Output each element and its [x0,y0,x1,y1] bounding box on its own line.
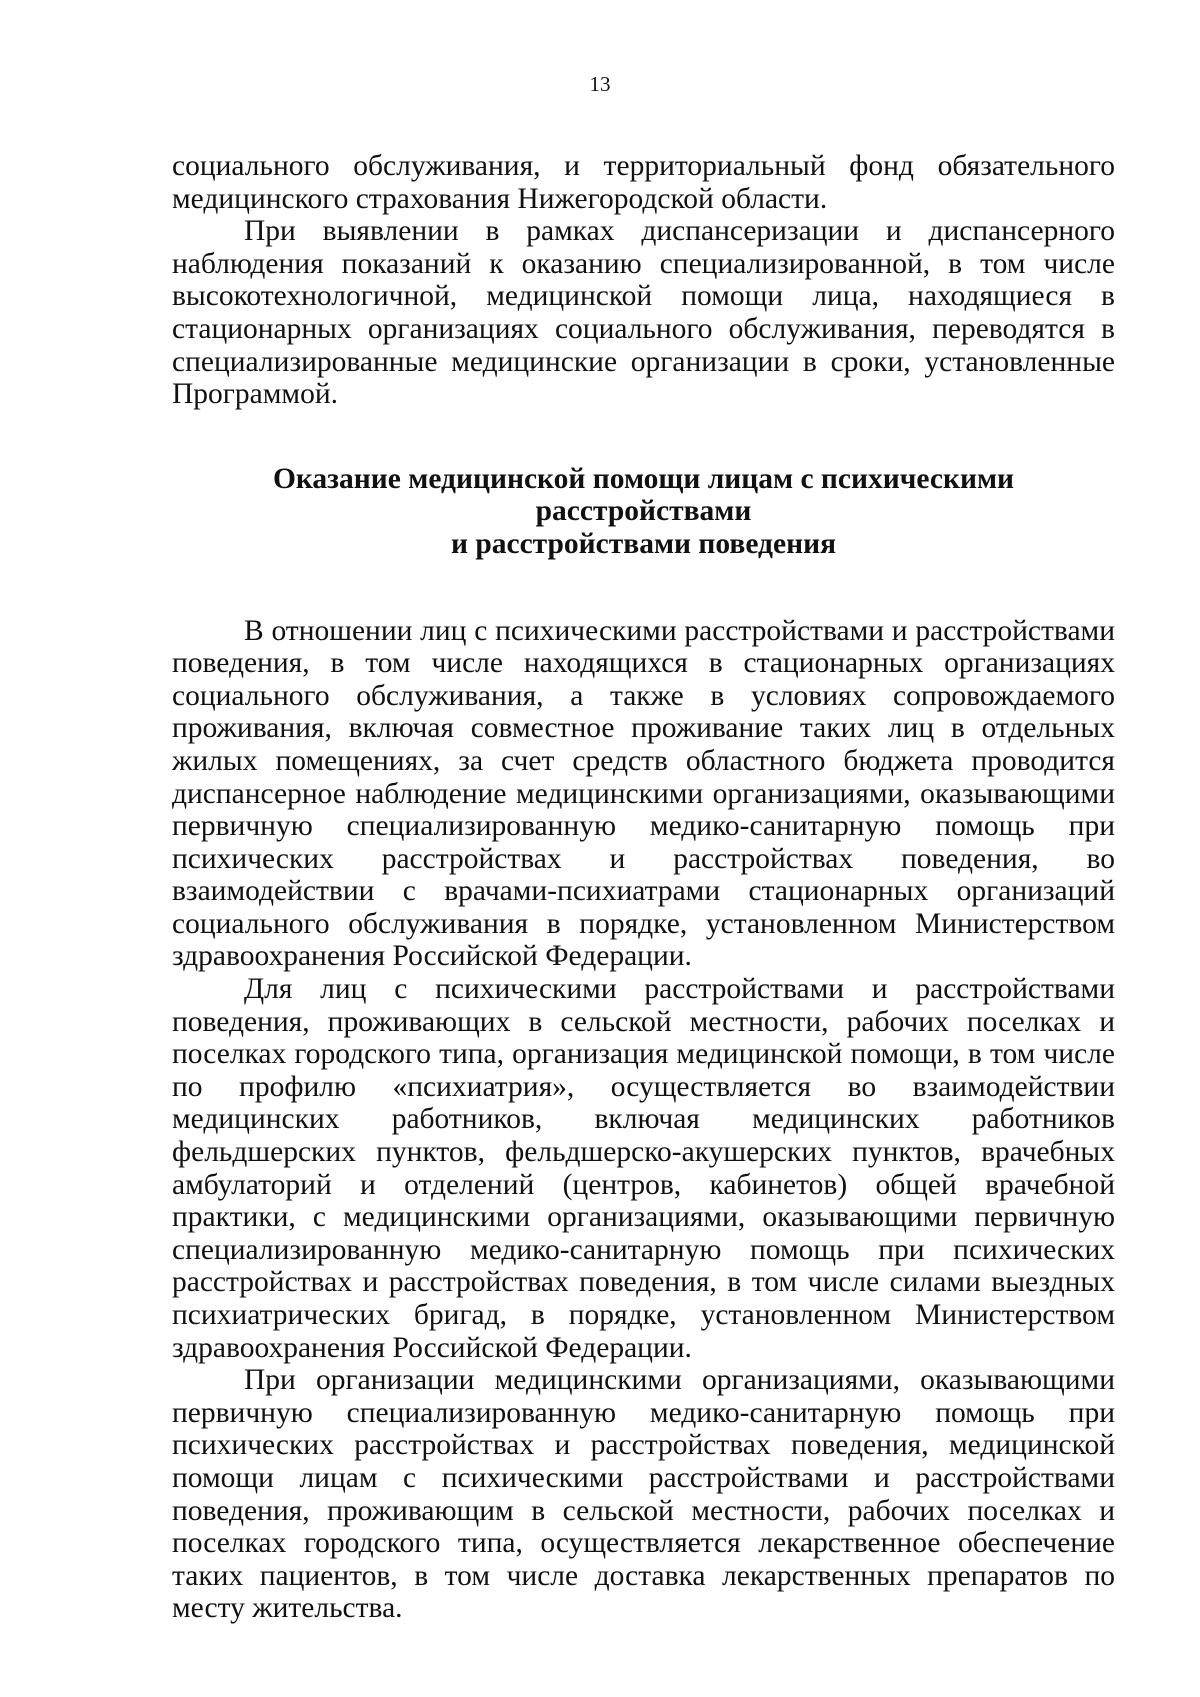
section-heading [172,411,1115,615]
paragraph-transfer: При выявлении в рамках диспансеризации и диспансерного наблюдения показаний к оказанию специализированной, в том числе высокотехнологичной, медицинской помощи лица, находящиеся в стационарных организациях социального обслуживания, переводятся в специализированные медицинские организации в сроки, установленные Программой. [172,215,1115,411]
section-heading-line-2: и расстройствами поведения [450,527,837,560]
paragraph-drug-provision: При организации медицинскими организациями, оказывающими первичную специализированную медико-санитарную помощь при психических расстройствах и расстройствах поведения, медицинской помощи лицам с психическими расстройствами и расстройствами поведения, проживающим в сельской местности, рабочих поселках и поселках городского типа, осуществляется лекарственное обеспечение таких пациентов, в том числе доставка лекарственных препаратов по месту жительства. [172,1364,1115,1625]
page-number: 13 [589,72,611,96]
paragraph-continuation: социального обслуживания, и территориальный фонд обязательного медицинского страхования Нижегородской области. [172,150,1115,215]
section-heading-line-1: Оказание медицинской помощи лицам с психическими расстройствами [272,462,1015,528]
document-body [172,150,1115,1625]
paragraph-dispensary-observation: В отношении лиц с психическими расстройствами и расстройствами поведения, в том числе находящихся в стационарных организациях социального обслуживания, а также в условиях сопровождаемого проживания, включая совместное проживание таких лиц в отдельных жилых помещениях, за счет средств областного бюджета проводится диспансерное наблюдение медицинскими организациями, оказывающими первичную специализированную медико-санитарную помощь при психических расстройствах и расстройствах поведения, во взаимодействии с врачами-психиатрами стационарных организаций социального обслуживания в порядке, установленном Министерством здравоохранения Российской Федерации. [172,614,1115,973]
paragraph-rural-care: Для лиц с психическими расстройствами и расстройствами поведения, проживающих в сельской местности, рабочих поселках и поселках городского типа, организация медицинской помощи, в том числе по профилю «психиатрия», осуществляется во взаимодействии медицинских работников, включая медицинских работников фельдшерских пунктов, фельдшерско-акушерских пунктов, врачебных амбулаторий и отделений (центров, кабинетов) общей врачебной практики, с медицинскими организациями, оказывающими первичную специализированную медико-санитарную помощь при психических расстройствах и расстройствах поведения, в том числе силами выездных психиатрических бригад, в порядке, установленном Министерством здравоохранения Российской Федерации. [172,973,1115,1364]
